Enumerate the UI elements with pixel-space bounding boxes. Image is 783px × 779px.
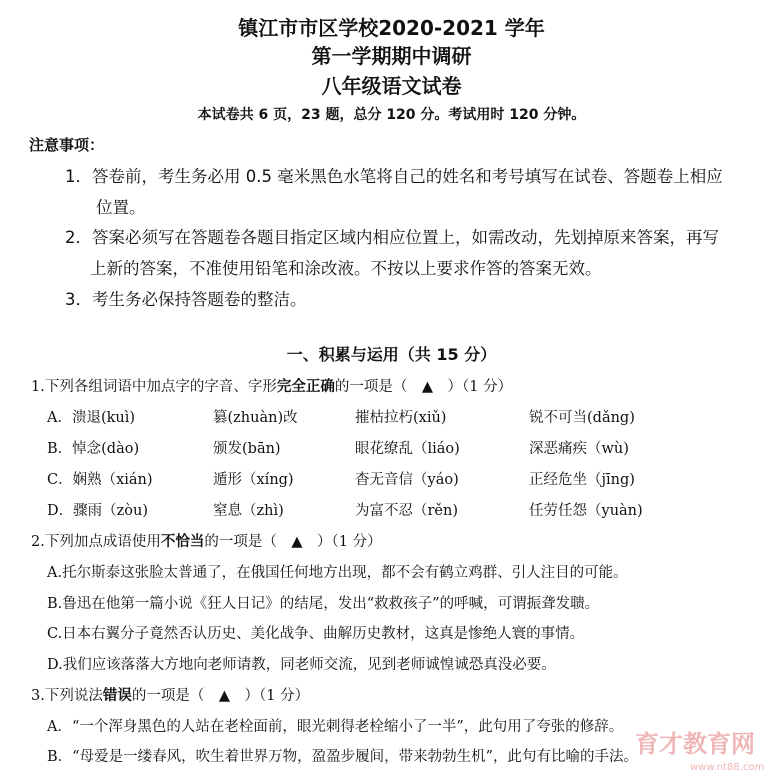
q2-option-c: C.日本右翼分子竟然否认历史、美化战争、曲解历史教材，这真是惨绝人寰的事情。 [47, 626, 585, 642]
q2-option-a: A.托尔斯泰这张脸太普通了，在俄国任何地方出现，都不会有鹤立鸡群、引人注目的可能。 [47, 565, 628, 581]
q1-option-d-word3: 为富不忍（rěn) [355, 503, 459, 519]
exam-title-line3: 八年级语文试卷 [321, 74, 462, 98]
q1-option-a-word4: 锐不可当(dǎng) [529, 410, 635, 426]
section-1-title: 一、积累与运用（共 15 分） [286, 345, 497, 364]
question-2-emphasis: 不恰当 [160, 534, 205, 550]
q3-option-a: A．“一个浑身黑色的人站在老栓面前，眼光刺得老栓缩小了一半”，此句用了夸张的修辞。 [47, 719, 624, 735]
q1-option-c-word3: 杳无音信（yáo) [355, 472, 459, 488]
question-3-pre: 3.下列说法 [31, 688, 103, 704]
q1-option-c-word2: 遁形（xíng) [213, 472, 294, 488]
q1-option-d-word1: D．骤雨（zòu) [47, 503, 148, 519]
q1-option-c-word1: C．娴熟（xián) [47, 472, 153, 488]
q1-option-d-word2: 窒息（zhì) [213, 503, 284, 519]
q1-option-b-word3: 眼花缭乱（liáo) [355, 441, 460, 457]
question-2-stem [31, 530, 382, 551]
notice-line-1-cont: 位置。 [96, 198, 146, 217]
question-1-emphasis: 完全正确 [276, 379, 335, 395]
question-3-stem [31, 684, 309, 705]
q1-option-b-word1: B．悼念(dào) [47, 441, 140, 457]
q2-option-d: D.我们应该落落大方地向老师请教，同老师交流，见到老师诚惶诚恐真没必要。 [47, 657, 556, 673]
exam-title-line1: 镇江市市区学校2020-2021 学年 [238, 16, 545, 40]
notice-line-1: 1．答卷前，考生务必用 0.5 毫米黑色水笔将自己的姓名和考号填写在试卷、答题卷上相应 [65, 167, 723, 186]
q1-option-b-word2: 颁发(bān) [213, 441, 281, 457]
q1-option-d-word4: 任劳任怨（yuàn) [529, 503, 643, 519]
exam-summary: 本试卷共 6 页，23 题，总分 120 分。考试用时 120 分钟。 [197, 107, 586, 123]
q1-option-c-word4: 正经危坐（jīng) [529, 472, 635, 488]
q1-option-a-word1: A．溃退(kuì) [47, 410, 136, 426]
question-2-pre: 2.下列加点成语使用 [31, 534, 161, 550]
exam-title-line2: 第一学期期中调研 [311, 44, 472, 68]
q3-option-b: B．“母爱是一缕春风，吹生着世界万物，盈盈步履间，带来勃勃生机”，此句有比喻的手法。 [47, 749, 638, 765]
q1-option-a-word3: 摧枯拉朽(xiǔ) [355, 410, 447, 426]
question-1-stem [31, 375, 512, 396]
watermark-url: www.nt88.com [690, 762, 765, 773]
q1-option-a-word2: 篡(zhuàn)改 [213, 410, 298, 426]
question-1-pre: 1.下列各组词语中加点字的字音、字形 [31, 379, 277, 395]
question-3-post: 的一项是（ ▲ ）（1 分） [131, 688, 310, 704]
notice-line-2-cont: 上新的答案，不准使用铅笔和涂改液。不按以上要求作答的答案无效。 [90, 259, 602, 278]
notice-heading: 注意事项： [29, 136, 105, 154]
question-2-post: 的一项是（ ▲ ）（1 分） [204, 534, 382, 550]
watermark-logo: 育才教育网 [635, 730, 755, 758]
question-3-emphasis: 错误 [102, 688, 132, 704]
q2-option-b: B.鲁迅在他第一篇小说《狂人日记》的结尾，发出“救救孩子”的呼喊，可谓振聋发聩。 [47, 596, 600, 612]
notice-line-2: 2．答案必须写在答题卷各题目指定区域内相应位置上，如需改动，先划掉原来答案，再写 [65, 228, 719, 247]
question-1-post: 的一项是（ ▲ ）（1 分） [334, 379, 513, 395]
notice-line-3: 3．考生务必保持答题卷的整洁。 [65, 290, 307, 309]
q1-option-b-word4: 深恶痛疾（wù) [529, 441, 629, 457]
